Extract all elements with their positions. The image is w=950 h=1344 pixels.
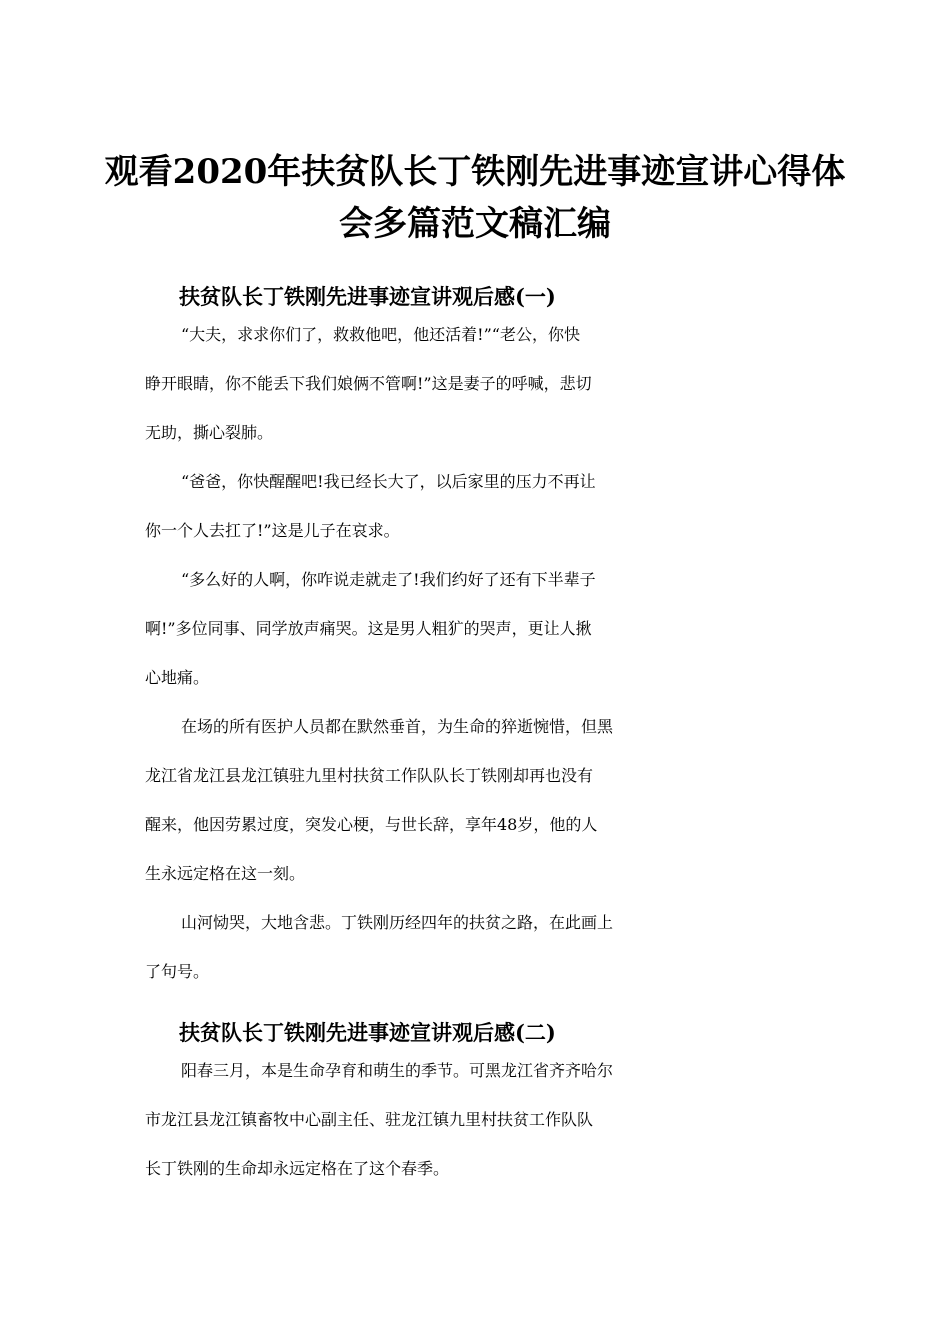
paragraph-line: 生永远定格在这一刻。 [145, 864, 306, 883]
paragraph-line: “多么好的人啊，你咋说走就走了!我们约好了还有下半辈子 [181, 570, 596, 589]
paragraph-line: 睁开眼睛，你不能丢下我们娘俩不管啊!”这是妻子的呼喊，悲切 [145, 374, 592, 393]
document-title-line-2: 会多篇范文稿汇编 [339, 204, 611, 244]
paragraph [145, 714, 790, 910]
paragraph-line: “爸爸，你快醒醒吧!我已经长大了，以后家里的压力不再让 [181, 472, 596, 491]
paragraph-line: 无助，撕心裂肺。 [145, 423, 274, 442]
paragraph [145, 910, 790, 1008]
paragraph [145, 567, 790, 714]
section-heading-1: 扶贫队长丁铁刚先进事迹宣讲观后感(一) [179, 284, 556, 309]
paragraph-line: 你一个人去扛了!”这是儿子在哀求。 [145, 521, 400, 540]
paragraph-line: 山河恸哭，大地含悲。丁铁刚历经四年的扶贫之路，在此画上 [181, 913, 614, 932]
paragraph [145, 322, 790, 469]
paragraph-line: 龙江省龙江县龙江镇驻九里村扶贫工作队队长丁铁刚却再也没有 [145, 766, 594, 785]
paragraph [145, 1058, 790, 1205]
document-title-line-1: 观看2020年扶贫队长丁铁刚先进事迹宣讲心得体 [104, 152, 846, 192]
paragraph [145, 469, 790, 567]
section-heading-2: 扶贫队长丁铁刚先进事迹宣讲观后感(二) [179, 1020, 556, 1045]
paragraph-line: 市龙江县龙江镇畜牧中心副主任、驻龙江镇九里村扶贫工作队队 [145, 1110, 594, 1129]
paragraph-line: 在场的所有医护人员都在默然垂首，为生命的猝逝惋惜，但黑 [181, 717, 614, 736]
paragraph-line: “大夫，求求你们了，救救他吧，他还活着!”“老公，你快 [181, 325, 580, 344]
paragraph-line: 长丁铁刚的生命却永远定格在了这个春季。 [145, 1159, 450, 1178]
paragraph-line: 醒来，他因劳累过度，突发心梗，与世长辞，享年48岁，他的人 [145, 815, 598, 834]
paragraph-line: 啊!”多位同事、同学放声痛哭。这是男人粗犷的哭声，更让人揪 [145, 619, 592, 638]
paragraph-line: 了句号。 [145, 962, 210, 981]
document-body [145, 272, 790, 1205]
paragraph-line: 心地痛。 [145, 668, 210, 687]
paragraph-line: 阳春三月，本是生命孕育和萌生的季节。可黑龙江省齐齐哈尔 [181, 1061, 614, 1080]
